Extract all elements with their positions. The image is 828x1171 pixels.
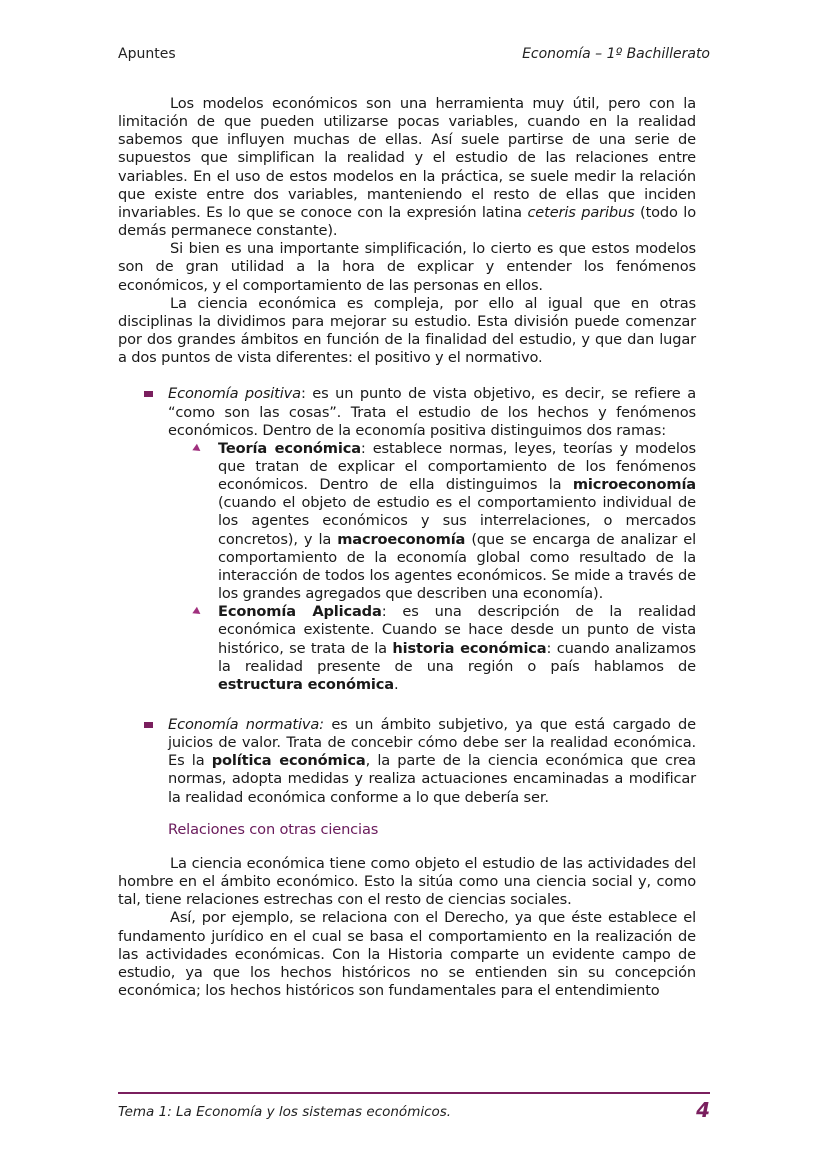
paragraph-derecho-historia: Así, por ejemplo, se relaciona con el Derecho, ya que éste establece el fundamento jurídico en el cual se basa el comportamiento en la realización de las actividades económicas. Con la Historia comparte un evidente campo de estudio, ya que los hechos históricos no se entienden sin su concepción económica; los hechos históricos son fundamentales para el entendimiento xyxy=(118,909,696,1000)
paragraph-ciencia-compleja: La ciencia económica es compleja, por ello al igual que en otras disciplinas la dividimos para mejorar su estudio. Esta división puede comenzar por dos grandes ámbitos en función de la finalidad del estudio, y que dan lugar a dos puntos de vista diferentes: el positivo y el normativo. xyxy=(118,294,696,367)
square-bullet-icon xyxy=(144,391,153,397)
square-bullet-icon xyxy=(144,722,153,728)
bullet-economia-positiva: Economía positiva: es un punto de vista objetivo, es decir, se refiere a “como son las cosas”. Trata el estudio de los hechos y fenómenos económicos. Dentro de la economía positiva distinguimos dos ramas: xyxy=(118,385,696,439)
section-heading: Relaciones con otras ciencias xyxy=(168,820,379,838)
term-historia-economica: historia económica xyxy=(392,639,547,657)
paragraph-modelos: Los modelos económicos son una herramienta muy útil, pero con la limitación de que pueden utilizarse pocas variables, cuando en la realidad sabemos que influyen muchas de ellas. Así suele partirse de una serie de supuestos que simplifican la realidad y el estudio de las relaciones entre variables. En el uso de estos modelos en la práctica, se suele medir la relación que existe entre dos variables, manteniendo el resto de ellas que inciden invariables. Es lo que se conoce con la expresión latina ceteris paribus (todo lo demás permanece constante). xyxy=(118,95,696,240)
arrow-bullet-icon xyxy=(192,444,202,455)
arrow-bullet-icon xyxy=(192,607,202,618)
paragraph-ciencia-social: La ciencia económica tiene como objeto el estudio de las actividades del hombre en el ámbito económico. Esto la sitúa como una ciencia social y, como tal, tiene relaciones estrechas con el resto de ciencias sociales. xyxy=(118,854,696,909)
subbullet-teoria-economica: Teoría económica: establece normas, leyes, teorías y modelos que tratan de explicar el comportamiento de los fenómenos económicos. Dentro de ella distinguimos la microeconomía (cuando el objeto de estudio es el comportamiento individual de los agentes económicos y sus interrelaciones, o mercados concretos), y la macroeconomía (que se encarga de analizar el comportamiento de la economía global como resultado de la interacción de todos los agentes económicos. Se mide a través de los grandes agregados que describen una economía). xyxy=(118,440,696,603)
term-microeconomia: microeconomía xyxy=(572,476,696,494)
term-teoria-economica: Teoría económica xyxy=(218,439,361,457)
footer-divider xyxy=(118,1092,710,1094)
page-number: 4 xyxy=(696,1098,710,1122)
term-economia-normativa: Economía normativa: xyxy=(168,716,324,733)
term-macroeconomia: macroeconomía xyxy=(337,530,466,548)
term-economia-aplicada: Economía Aplicada xyxy=(218,603,382,621)
page-body xyxy=(118,95,696,1000)
term-economia-positiva: Economía positiva xyxy=(168,385,301,403)
paragraph-simplificacion: Si bien es una importante simplificación, lo cierto es que estos modelos son de gran utilidad a la hora de explicar y entender los fenómenos económicos, y el comportamiento de las personas en ellos. xyxy=(118,240,696,294)
term-estructura-economica: estructura económica xyxy=(218,675,394,693)
subbullet-economia-aplicada: Economía Aplicada: es una descripción de la realidad económica existente. Cuando se hace desde un punto de vista histórico, se trata de la historia económica: cuando analizamos la realidad presente de una región o país hablamos de estructura económica. xyxy=(118,603,696,694)
footer-title: Tema 1: La Economía y los sistemas económicos. xyxy=(118,1104,452,1120)
header-right: Economía – 1º Bachillerato xyxy=(522,46,710,62)
header-left: Apuntes xyxy=(118,46,176,62)
latin-term: ceteris paribus xyxy=(527,203,635,221)
term-politica-economica: política económica xyxy=(211,752,366,770)
bullet-economia-normativa: Economía normativa: es un ámbito subjetivo, ya que está cargado de juicios de valor. Trata de concebir cómo debe ser la realidad económica. Es la política económica, la parte de la ciencia económica que crea normas, adopta medidas y realiza actuaciones encaminadas a modificar la realidad económica conforme a lo que debería ser. xyxy=(118,716,696,807)
